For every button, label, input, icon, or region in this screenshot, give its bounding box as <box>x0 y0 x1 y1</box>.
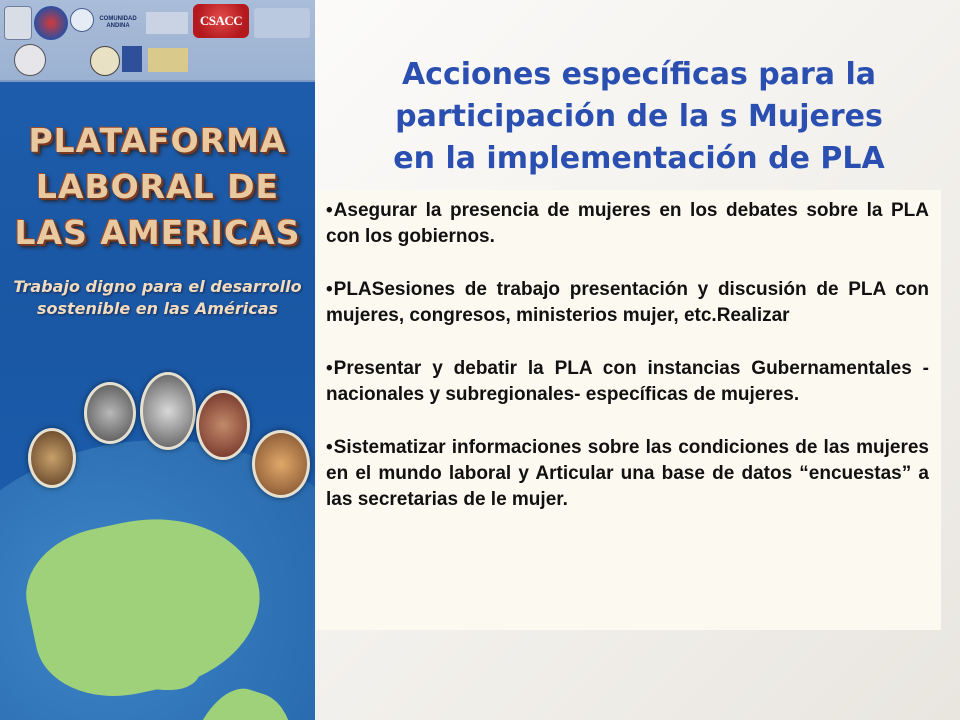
bullet-item: •Presentar y debatir la PLA con instancias Gubernamentales -nacionales y subregionales- específicas de mujeres. <box>326 358 929 405</box>
emblem-logo-1 <box>4 6 32 40</box>
bullet-item: •PLASesiones de trabajo presentación y discusión de PLA con mujeres, congresos, ministerios mujer, etc.Realizar <box>326 279 929 326</box>
photo-worker-3 <box>140 372 196 450</box>
title-line-1: Acciones específicas para la <box>401 57 877 92</box>
csacc-logo: CSACC <box>193 4 249 38</box>
title-line-3: en la implementación de PLA <box>393 141 885 176</box>
council-logo <box>146 12 188 34</box>
seal-logo <box>70 8 94 32</box>
photo-worker-1 <box>28 428 76 488</box>
photo-worker-5 <box>252 430 310 498</box>
bullet-item: •Asegurar la presencia de mujeres en los debates sobre la PLA con los gobiernos. <box>326 200 929 247</box>
building-logo <box>14 44 46 76</box>
oit-logo <box>90 46 120 76</box>
poster-image <box>0 0 315 720</box>
caribbean-logo <box>254 8 310 38</box>
bullet-marker: • <box>326 437 333 458</box>
content-box <box>316 190 941 630</box>
caribbean-landmass <box>140 650 200 690</box>
bullet-marker: • <box>326 358 333 379</box>
comunidad-andina-logo: COMUNIDAD ANDINA <box>99 16 137 29</box>
globe-logo <box>34 6 68 40</box>
eu-logo <box>122 46 142 72</box>
photo-worker-4 <box>196 390 250 460</box>
poster-subtitle: Trabajo digno para el desarrollo sostenible en las Américas <box>13 277 302 318</box>
title-line-2: participación de la s Mujeres <box>395 99 883 134</box>
bullet-list <box>316 190 941 513</box>
photo-worker-2 <box>84 382 136 444</box>
poster-title: PLATAFORMA LABORAL DE LAS AMERICAS <box>14 121 301 252</box>
bullet-item: •Sistematizar informaciones sobre las condiciones de las mujeres en el mundo laboral y Articular una base de datos “encuestas” a las secretarias de le mujer. <box>326 437 929 510</box>
bullet-marker: • <box>326 200 333 221</box>
slide-title <box>318 54 960 180</box>
bullet-marker: • <box>326 279 333 300</box>
date-badge <box>148 48 188 72</box>
logo-strip <box>0 0 315 82</box>
